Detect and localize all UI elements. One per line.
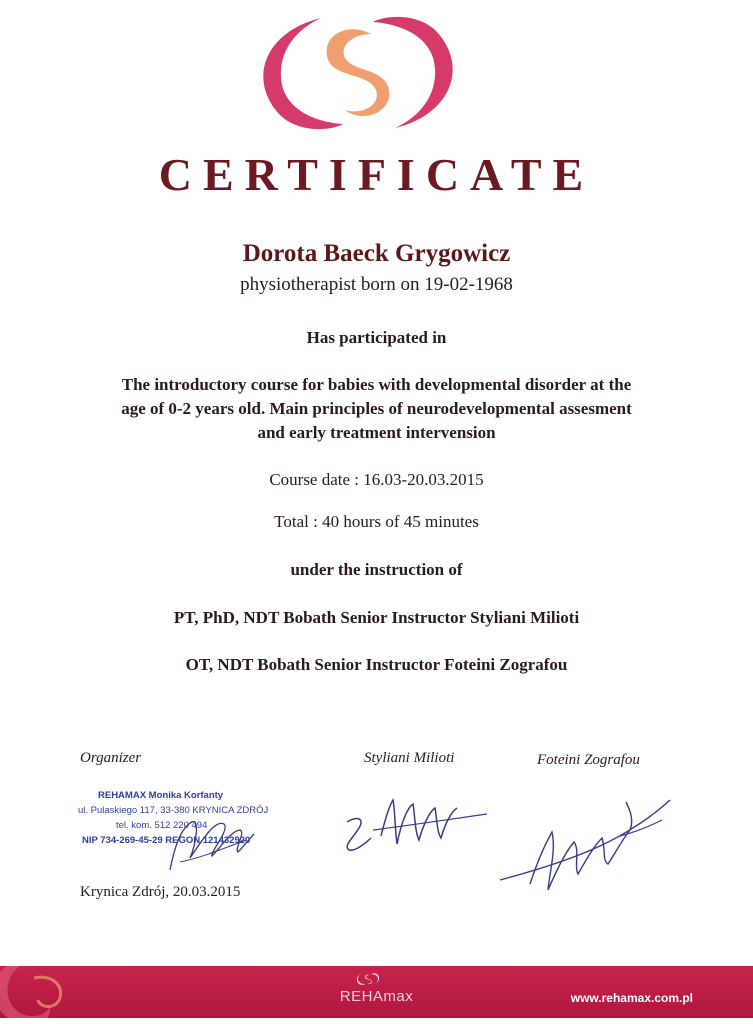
course-description (70, 373, 683, 445)
swirl-logo-icon (253, 12, 463, 134)
certificate-title: CERTIFICATE (158, 149, 595, 200)
footer-website-link[interactable]: www.rehamax.com.pl (570, 991, 693, 1005)
course-total-hours: Total : 40 hours of 45 minutes (274, 512, 479, 531)
stamp-line-4: NIP 734-269-45-29 REGON 121432920 (82, 835, 251, 846)
signer-1-label: Styliani Milioti (364, 750, 455, 766)
footer-brand-suffix: max (383, 988, 414, 1005)
signer-2-label: Foteini Zografou (537, 752, 640, 768)
course-line-3: and early treatment intervension (257, 423, 496, 442)
signer-2-signature (490, 780, 675, 900)
recipient-name: Dorota Baeck Grygowicz (242, 240, 511, 267)
course-line-1: The introductory course for babies with developmental disorder at the (121, 375, 632, 394)
recipient-description: physiotherapist born on 19-02-1968 (240, 274, 513, 295)
course-date: Course date : 16.03-20.03.2015 (269, 470, 484, 489)
organizer-signature (150, 800, 260, 880)
stamp-line-2: ul. Pulaskiego 117, 33-380 KRYNICA ZDRÓJ (78, 805, 269, 816)
footer-band (0, 966, 753, 1018)
signer-1-signature (335, 780, 495, 865)
stamp-line-3: tel. kom. 512 220 494 (116, 820, 208, 831)
footer-brand-prefix: REHA (339, 988, 384, 1005)
instructor-2: OT, NDT Bobath Senior Instructor Foteini Zografou (185, 655, 568, 674)
instructor-1: PT, PhD, NDT Bobath Senior Instructor Styliani Milioti (173, 608, 580, 627)
participated-text: Has participated in (306, 328, 447, 347)
instruction-text: under the instruction of (290, 560, 463, 579)
organizer-label: Organizer (80, 750, 142, 766)
place-and-date: Krynica Zdrój, 20.03.2015 (80, 884, 241, 900)
stamp-line-1: REHAMAX Monika Korfanty (98, 790, 224, 801)
course-line-2: age of 0-2 years old. Main principles of neurodevelopmental assesment (121, 399, 632, 418)
swirl-small-icon (355, 972, 381, 986)
